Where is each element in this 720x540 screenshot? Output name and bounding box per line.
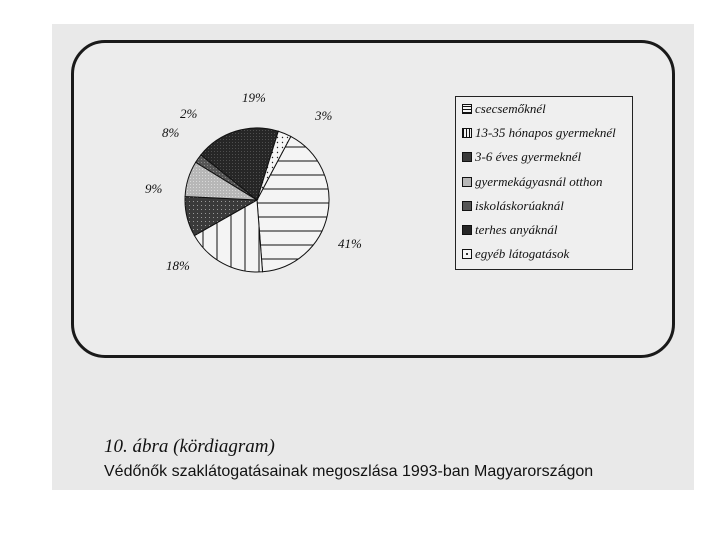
legend-swatch-dark-gray <box>462 201 472 211</box>
figure-subtitle: Védőnők szaklátogatásainak megoszlása 1993-ban Magyarországon <box>104 463 594 480</box>
legend-label: csecsemőknél <box>475 101 546 116</box>
legend-swatch-dark-stipple <box>462 152 472 162</box>
slice-label-iskolaskoruak: 2% <box>180 106 198 121</box>
legend-swatch-dotted <box>462 249 472 259</box>
legend-label: 3-6 éves gyermeknél <box>475 149 582 164</box>
legend-item-3-6-eves <box>462 149 581 165</box>
slice-label-3-6-eves: 9% <box>145 181 163 196</box>
legend-item-csecsemok <box>462 101 546 117</box>
slice-label-13-35-honapos: 18% <box>166 258 190 273</box>
legend-item-iskolaskoruak <box>462 198 564 214</box>
legend-item-gyermekagyas <box>462 174 602 190</box>
legend-swatch-horizontal-lines <box>462 104 472 114</box>
legend-item-terhes <box>462 222 557 238</box>
chart-legend <box>455 96 633 270</box>
slice-label-terhes: 19% <box>242 90 266 105</box>
slice-label-egyeb: 3% <box>315 108 333 123</box>
figure-title: 10. ábra (kördiagram) <box>104 436 275 457</box>
legend-label: egyéb látogatások <box>475 246 570 261</box>
legend-label: 13-35 hónapos gyermeknél <box>475 125 616 140</box>
legend-label: gyermekágyasnál otthon <box>475 174 603 189</box>
legend-label: terhes anyáknál <box>475 222 558 237</box>
legend-swatch-light-gray <box>462 177 472 187</box>
legend-swatch-vertical-lines <box>462 128 472 138</box>
legend-swatch-dark <box>462 225 472 235</box>
legend-label: iskoláskorúaknál <box>475 198 564 213</box>
legend-item-egyeb <box>462 246 569 262</box>
legend-item-13-35-honapos <box>462 125 616 141</box>
slice-label-gyermekagyas: 8% <box>162 125 180 140</box>
slice-label-csecsemok: 41% <box>338 236 362 251</box>
